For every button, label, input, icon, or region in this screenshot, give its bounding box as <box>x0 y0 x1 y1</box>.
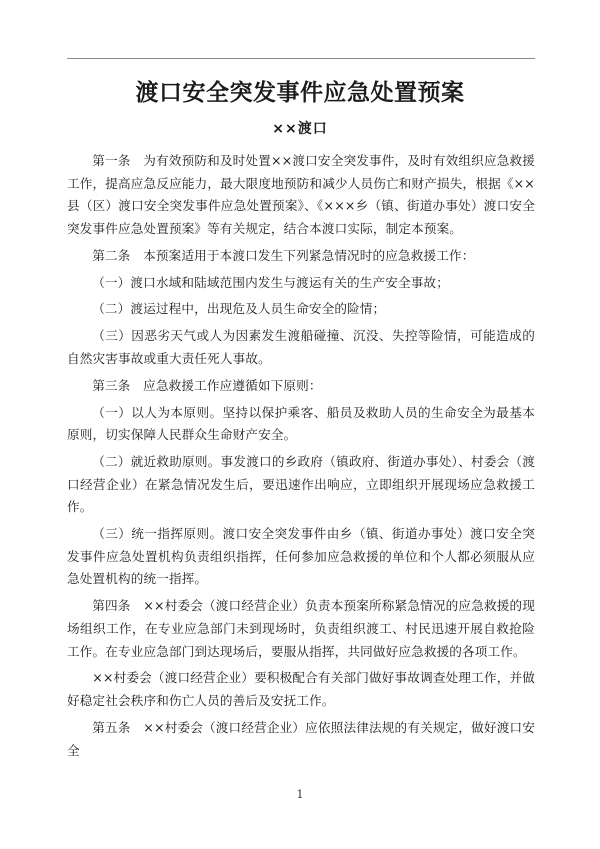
page-number: 1 <box>296 788 304 801</box>
paragraph-article-5: 第五条 ××村委会（渡口经营企业）应依照法律法规的有关规定，做好渡口安全 <box>67 719 535 758</box>
document-body <box>67 150 535 766</box>
document-subtitle: ××渡口 <box>272 121 328 137</box>
paragraph-article-3: 第三条 应急救援工作应遵循如下原则： <box>92 377 322 393</box>
paragraph-article-2-item-1: （一）渡口水域和陆域范围内发生与渡运有关的生产安全事故； <box>92 274 450 290</box>
paragraph-article-3-item-1: （一）以人为本原则。坚持以保护乘客、船员及救助人员的生命安全为最基本原则，切实保障人民群众生命财产安全。 <box>67 404 535 443</box>
paragraph-article-1: 第一条 为有效预防和及时处置××渡口安全突发事件，及时有效组织应急救援工作，提高应急反应能力，最大限度地预防和减少人员伤亡和财产损失，根据《××县（区）渡口安全突发事件应急处置预案》、《×××乡（镇、街道办事处）渡口安全突发事件应急处置预案》等有关规定，结合本渡口实际，制定本预案。 <box>67 153 535 236</box>
paragraph-article-4: 第四条 ××村委会（渡口经营企业）负责本预案所称紧急情况的应急救援的现场组织工作，在专业应急部门未到现场时，负责组织渡工、村民迅速开展自救抢险工作。在专业应急部门到达现场后，要服从指挥，共同做好应急救援的各项工作。 <box>67 598 535 659</box>
header-rule <box>67 58 535 59</box>
paragraph-article-2: 第二条 本预案适用于本渡口发生下列紧急情况时的应急救援工作： <box>92 247 475 263</box>
paragraph-article-3-item-3: （三）统一指挥原则。渡口安全突发事件由乡（镇、街道办事处）渡口安全突发事件应急处置机构负责组织指挥，任何参加应急救援的单位和个人都必须服从应急处置机构的统一指挥。 <box>67 526 535 587</box>
paragraph-article-2-item-3: （三）因恶劣天气或人为因素发生渡船碰撞、沉没、失控等险情，可能造成的自然灾害事故或重大责任死人事故。 <box>67 328 535 366</box>
paragraph-article-3-item-2: （二）就近救助原则。事发渡口的乡政府（镇政府、街道办事处）、村委会（渡口经营企业）在紧急情况发生后，要迅速作出响应，立即组织开展现场应急救援工作。 <box>67 454 535 515</box>
document-title: 渡口安全突发事件应急处置预案 <box>135 80 465 106</box>
paragraph-article-4-cont: ××村委会（渡口经营企业）要积极配合有关部门做好事故调查处理工作，并做好稳定社会秩序和伤亡人员的善后及安抚工作。 <box>67 670 535 709</box>
paragraph-article-2-item-2: （二）渡运过程中，出现危及人员生命安全的险情； <box>92 301 386 317</box>
